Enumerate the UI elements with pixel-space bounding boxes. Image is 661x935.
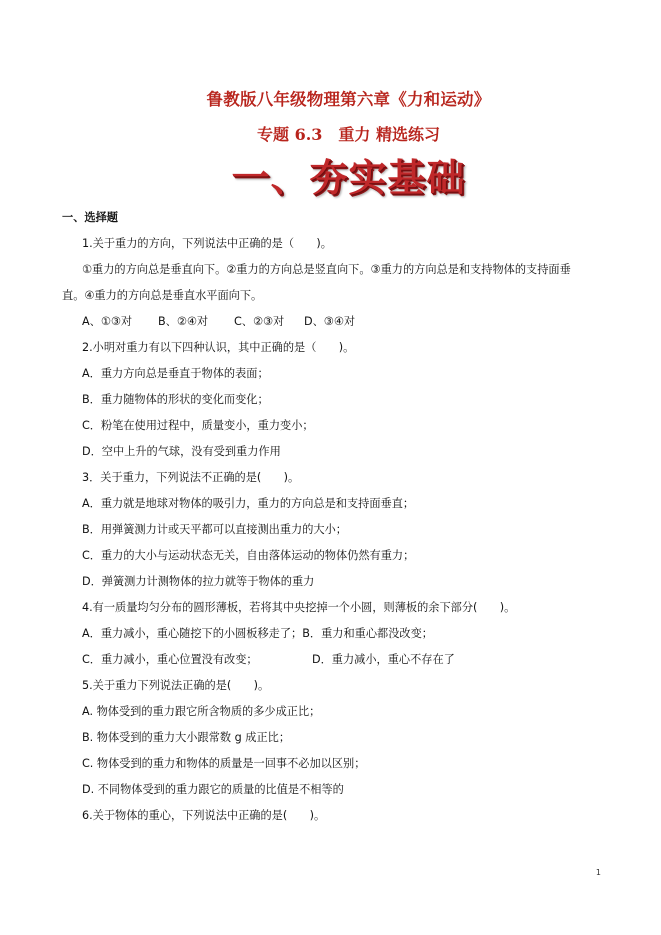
question-5-choice-c: C. 物体受到的重力和物体的质量是一回事不必加以区别； xyxy=(82,757,366,770)
question-3-choice-b: B．用弹簧测力计或天平都可以直接测出重力的大小； xyxy=(82,523,347,536)
question-4-choice-d: D．重力减小，重心不存在了 xyxy=(312,653,455,666)
section-banner: 一、夯实基础 xyxy=(231,155,466,200)
question-2-choice-b: B．重力随物体的形状的变化而变化； xyxy=(82,393,269,406)
question-1-stem: 1.关于重力的方向，下列说法中正确的是（ )。 xyxy=(82,237,332,250)
question-5-choice-d: D. 不同物体受到的重力跟它的质量的比值是不相等的 xyxy=(82,783,344,796)
question-3-choice-d: D．弹簧测力计测物体的拉力就等于物体的重力 xyxy=(82,575,315,588)
question-3-choice-a: A．重力就是地球对物体的吸引力，重力的方向总是和支持面垂直； xyxy=(82,497,415,510)
question-5-stem: 5.关于重力下列说法正确的是( )。 xyxy=(82,679,270,692)
question-2-choice-a: A．重力方向总是垂直于物体的表面； xyxy=(82,367,269,380)
question-1-option-d: D、③④对 xyxy=(304,315,356,328)
question-2-choice-d: D．空中上升的气球，没有受到重力作用 xyxy=(82,445,281,458)
question-5-choice-a: A. 物体受到的重力跟它所含物质的多少成正比； xyxy=(82,705,321,718)
question-4-choice-row-1 xyxy=(82,626,433,641)
question-4-choice-c: C．重力减小，重心位置没有改变； xyxy=(82,653,258,666)
question-1-statement-line-1: ①重力的方向总是垂直向下。②重力的方向总是竖直向下。③重力的方向总是和支持物体的支持面垂 xyxy=(82,263,571,276)
question-1-option-b: B、②④对 xyxy=(158,315,209,328)
question-2-choice-c: C．粉笔在使用过程中，质量变小，重力变小； xyxy=(82,419,314,432)
question-4-choice-row-2 xyxy=(82,652,455,667)
question-4-choice-a: A．重力减小，重心随挖下的小圆板移走了； xyxy=(82,627,303,640)
page-number: 1 xyxy=(595,868,601,877)
question-6-stem: 6.关于物体的重心，下列说法中正确的是( )。 xyxy=(82,809,326,822)
question-4-stem: 4.有一质量均匀分布的圆形薄板，若将其中央挖掉一个小圆，则薄板的余下部分( )。 xyxy=(82,601,516,614)
question-1-statement-line-2: 直。④重力的方向总是垂直水平面向下。 xyxy=(62,289,263,302)
question-1-options xyxy=(82,314,355,329)
question-3-choice-c: C．重力的大小与运动状态无关，自由落体运动的物体仍然有重力； xyxy=(82,549,415,562)
question-2-stem: 2.小明对重力有以下四种认识，其中正确的是（ )。 xyxy=(82,341,355,354)
question-5-choice-b: B. 物体受到的重力大小跟常数 g 成正比； xyxy=(82,731,291,744)
question-3-stem: 3．关于重力，下列说法不正确的是( )。 xyxy=(82,471,300,484)
question-4-choice-b: B．重力和重心都没改变； xyxy=(302,627,433,640)
document-title: 鲁教版八年级物理第六章《力和运动》 xyxy=(206,90,491,109)
question-1-option-c: C、②③对 xyxy=(234,315,285,328)
question-1-option-a: A、①③对 xyxy=(82,315,133,328)
document-subtitle: 专题 6.3 重力 精选练习 xyxy=(257,125,440,144)
section-heading: 一、选择题 xyxy=(62,211,118,224)
